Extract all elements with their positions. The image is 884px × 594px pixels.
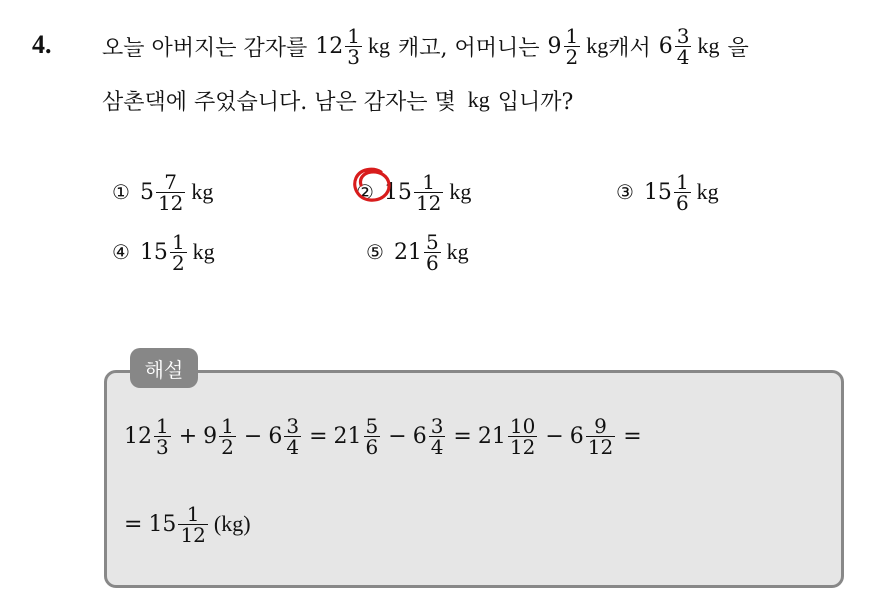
mixed-whole: 15 [148,511,177,537]
option-marker: ⑤ [366,240,384,264]
fraction: $\frac{10}{12}$ [509,413,536,459]
fraction: $\frac{7}{12}$ [157,169,184,215]
solution-label: 해설 [130,348,198,388]
fraction: $\frac{3}{4}$ [286,413,300,459]
question-text: 캐고, 어머니는 [398,35,540,61]
unit: kg [697,33,720,58]
option-marker: ② [356,180,374,204]
fraction: $\frac{1}{3}$ [156,413,169,459]
fraction: $\frac{3}{4}$ [430,413,444,459]
equals-sign: = [453,423,472,449]
question-text: 삼촌댁에 주었습니다. 남은 감자는 몇 [102,89,456,115]
equals-sign: = [623,423,642,449]
fraction: $\frac{1}{12}$ [180,501,206,547]
mixed-whole: 12 [315,33,344,59]
unit: kg [467,87,490,112]
option-marker: ① [112,180,130,204]
mixed-whole: 21 [477,423,506,449]
mixed-whole: 6 [569,423,584,449]
solution-line-1 [124,406,648,466]
fraction: $\frac{1}{12}$ [415,169,442,215]
question-number: 4. [32,30,52,59]
unit: kg [446,239,469,264]
mixed-whole: 21 [393,239,422,265]
minus-operator: − [545,423,564,449]
option-5[interactable] [366,222,469,282]
unit: kg [696,179,719,204]
unit: (kg) [213,511,251,536]
mixed-whole: 15 [139,239,168,265]
unit: kg [368,33,390,58]
mixed-whole: 15 [383,179,412,205]
unit: kg [192,239,215,264]
minus-operator: − [388,423,407,449]
mixed-whole: 9 [547,33,562,59]
unit: kg [191,179,214,204]
solution-line-2 [124,494,251,554]
minus-operator: − [243,423,263,449]
answer-circle-mark [351,166,393,204]
question-text: 캐서 [608,35,651,61]
equals-sign: = [309,423,328,449]
fraction: $\frac{1}{2}$ [221,413,234,459]
equals-sign: = [124,511,143,537]
mixed-whole: 21 [333,423,362,449]
option-marker: ④ [112,240,130,264]
mixed-whole: 12 [124,423,152,449]
fraction: $\frac{5}{6}$ [425,229,439,275]
mixed-whole: 15 [643,179,672,205]
fraction: $\frac{5}{6}$ [365,413,379,459]
mixed-whole: 6 [268,423,283,449]
fraction: $\frac{9}{12}$ [587,413,614,459]
fraction: $\frac{3}{4}$ [676,23,690,69]
mixed-whole: 6 [412,423,427,449]
option-3[interactable] [616,162,719,222]
fraction: $\frac{1}{6}$ [675,169,689,215]
question-text-line-1 [102,18,749,74]
option-4[interactable] [112,222,215,282]
solution-box [104,370,844,588]
question-text: 오늘 아버지는 감자를 [102,35,308,61]
unit: kg [586,33,609,58]
fraction: $\frac{1}{2}$ [171,229,185,275]
mixed-whole: 5 [139,179,154,205]
option-1[interactable] [112,162,213,222]
plus-operator: + [178,423,198,449]
fraction: $\frac{1}{3}$ [347,23,360,69]
option-marker: ③ [616,180,634,204]
fraction: $\frac{1}{2}$ [565,23,579,69]
mixed-whole: 6 [658,33,673,59]
unit: kg [449,179,472,204]
mixed-whole: 9 [203,423,218,449]
question-text: 입니까? [497,89,574,115]
question-text: 을 [727,35,749,61]
question-text-line-2 [102,82,573,118]
